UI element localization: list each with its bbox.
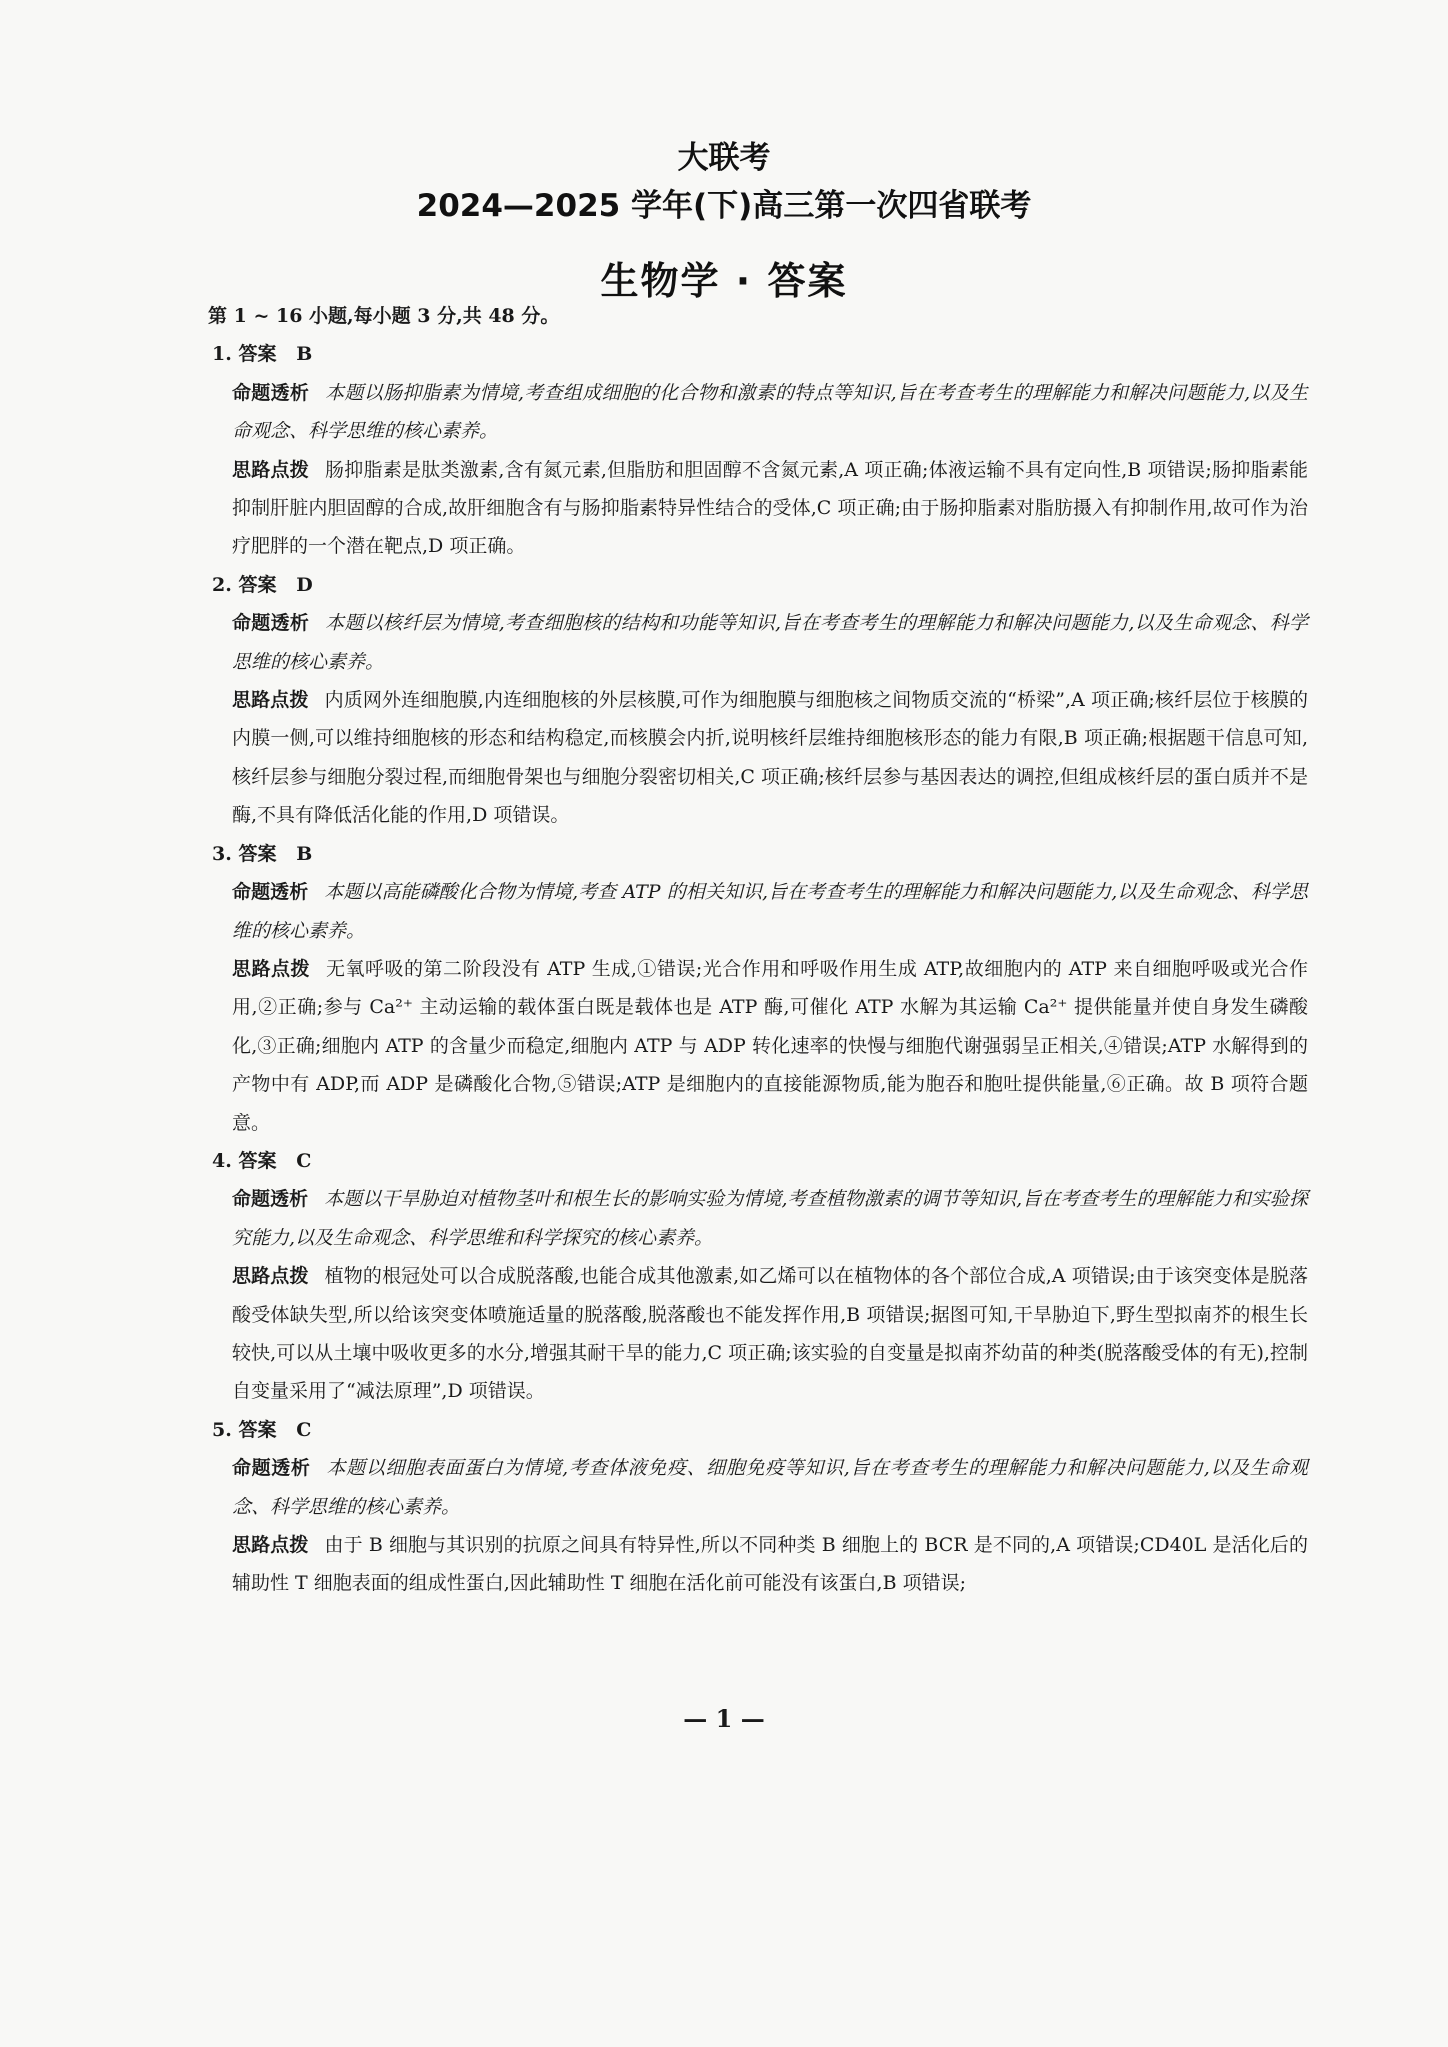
analysis-text: 本题以高能磷酸化合物为情境,考查 ATP 的相关知识,旨在考查考生的理解能力和解决问题能力,以及生命观念、科学思维的核心素养。 [232,881,1308,942]
analysis-text: 本题以干旱胁迫对植物茎叶和根生长的影响实验为情境,考查植物激素的调节等知识,旨在考查考生的理解能力和实验探究能力,以及生命观念、科学思维和科学探究的核心素养。 [232,1188,1308,1249]
analysis-text: 本题以肠抑脂素为情境,考查组成细胞的化合物和激素的特点等知识,旨在考查考生的理解能力和解决问题能力,以及生命观念、科学思维的核心素养。 [232,381,1308,443]
answer-body [208,297,1308,1603]
hint-label: 思路点拨 [232,458,310,481]
question-hint [208,681,1308,835]
analysis-label: 命题透析 [232,612,310,635]
question-hint [208,451,1308,566]
section-intro: 第 1 ~ 16 小题,每小题 3 分,共 48 分。 [208,305,560,327]
analysis-label: 命题透析 [232,1457,311,1480]
question-2 [208,566,1308,835]
question-analysis [208,1449,1308,1526]
analysis-label: 命题透析 [232,381,310,404]
question-answer-head: 2. 答案 D [212,573,313,596]
question-answer-head: 5. 答案 C [212,1418,312,1441]
analysis-label: 命题透析 [232,881,309,904]
hint-text: 植物的根冠处可以合成脱落酸,也能合成其他激素,如乙烯可以在植物体的各个部位合成,A 项错误;由于该突变体是脱落酸受体缺失型,所以给该突变体喷施适量的脱落酸,脱落酸也不能发挥作用,B 项错误;据图可知,干旱胁迫下,野生型拟南芥的根生长较快,可以从土壤中吸收更多的水分,增强其耐干旱的能力,C 项正确;该实验的自变量是拟南芥幼苗的种类(脱落酸受体的有无),控制自变量采用了“减法原理”,D 项错误。 [232,1265,1308,1403]
question-analysis [208,374,1308,451]
hint-label: 思路点拨 [232,689,309,712]
question-hint [208,1257,1308,1411]
exam-brand-title: 大联考 [677,140,771,176]
analysis-text: 本题以细胞表面蛋白为情境,考查体液免疫、细胞免疫等知识,旨在考查考生的理解能力和解决问题能力,以及生命观念、科学思维的核心素养。 [232,1457,1308,1518]
page-number: — 1 — [683,1704,765,1733]
question-answer-head: 1. 答案 B [212,343,313,366]
question-hint [208,950,1308,1142]
hint-label: 思路点拨 [232,1265,309,1288]
question-4 [208,1142,1308,1411]
question-answer-head: 3. 答案 B [212,842,313,865]
hint-text: 内质网外连细胞膜,内连细胞核的外层核膜,可作为细胞膜与细胞核之间物质交流的“桥梁”,A 项正确;核纤层位于核膜的内膜一侧,可以维持细胞核的形态和结构稳定,而核膜会内折,说明核纤层维持细胞核形态的能力有限,B 项正确;根据题干信息可知,核纤层参与细胞分裂过程,而细胞骨架也与细胞分裂密切相关,C 项正确;核纤层参与基因表达的调控,但组成核纤层的蛋白质并不是酶,不具有降低活化能的作用,D 项错误。 [232,689,1308,827]
hint-label: 思路点拨 [232,957,311,980]
question-5 [208,1411,1308,1603]
question-analysis [208,873,1308,950]
hint-text: 肠抑脂素是肽类激素,含有氮元素,但脂肪和胆固醇不含氮元素,A 项正确;体液运输不具有定向性,B 项错误;肠抑脂素能抑制肝脏内胆固醇的合成,故肝细胞含有与肠抑脂素特异性结合的受体,C 项正确;由于肠抑脂素对脂肪摄入有抑制作用,故可作为治疗肥胖的一个潜在靶点,D 项正确。 [232,458,1308,558]
question-1 [208,335,1308,565]
hint-text: 无氧呼吸的第二阶段没有 ATP 生成,①错误;光合作用和呼吸作用生成 ATP,故细胞内的 ATP 来自细胞呼吸或光合作用,②正确;参与 Ca²⁺ 主动运输的载体蛋白既是载体也是 ATP 酶,可催化 ATP 水解为其运输 Ca²⁺ 提供能量并使自身发生磷酸化,③正确;细胞内 ATP 的含量少而稳定,细胞内 ATP 与 ADP 转化速率的快慢与细胞代谢强弱呈正相关,④错误;ATP 水解得到的产物中有 ADP,而 ADP 是磷酸化合物,⑤错误;ATP 是细胞内的直接能源物质,能为胞吞和胞吐提供能量,⑥正确。故 B 项符合题意。 [232,957,1308,1134]
question-answer-head: 4. 答案 C [212,1149,312,1172]
question-analysis [208,604,1308,681]
question-3 [208,835,1308,1142]
hint-text: 由于 B 细胞与其识别的抗原之间具有特异性,所以不同种类 B 细胞上的 BCR 是不同的,A 项错误;CD40L 是活化后的辅助性 T 细胞表面的组成性蛋白,因此辅助性 T 细胞在活化前可能没有该蛋白,B 项错误; [232,1534,1308,1595]
analysis-text: 本题以核纤层为情境,考查细胞核的结构和功能等知识,旨在考查考生的理解能力和解决问题能力,以及生命观念、科学思维的核心素养。 [232,612,1308,673]
question-hint [208,1526,1308,1603]
hint-label: 思路点拨 [232,1534,309,1556]
question-analysis [208,1180,1308,1257]
analysis-label: 命题透析 [232,1188,309,1211]
subject-answer-title: 生物学 · 答案 [600,259,848,303]
exam-session-title: 2024—2025 学年(下)高三第一次四省联考 [416,188,1032,224]
